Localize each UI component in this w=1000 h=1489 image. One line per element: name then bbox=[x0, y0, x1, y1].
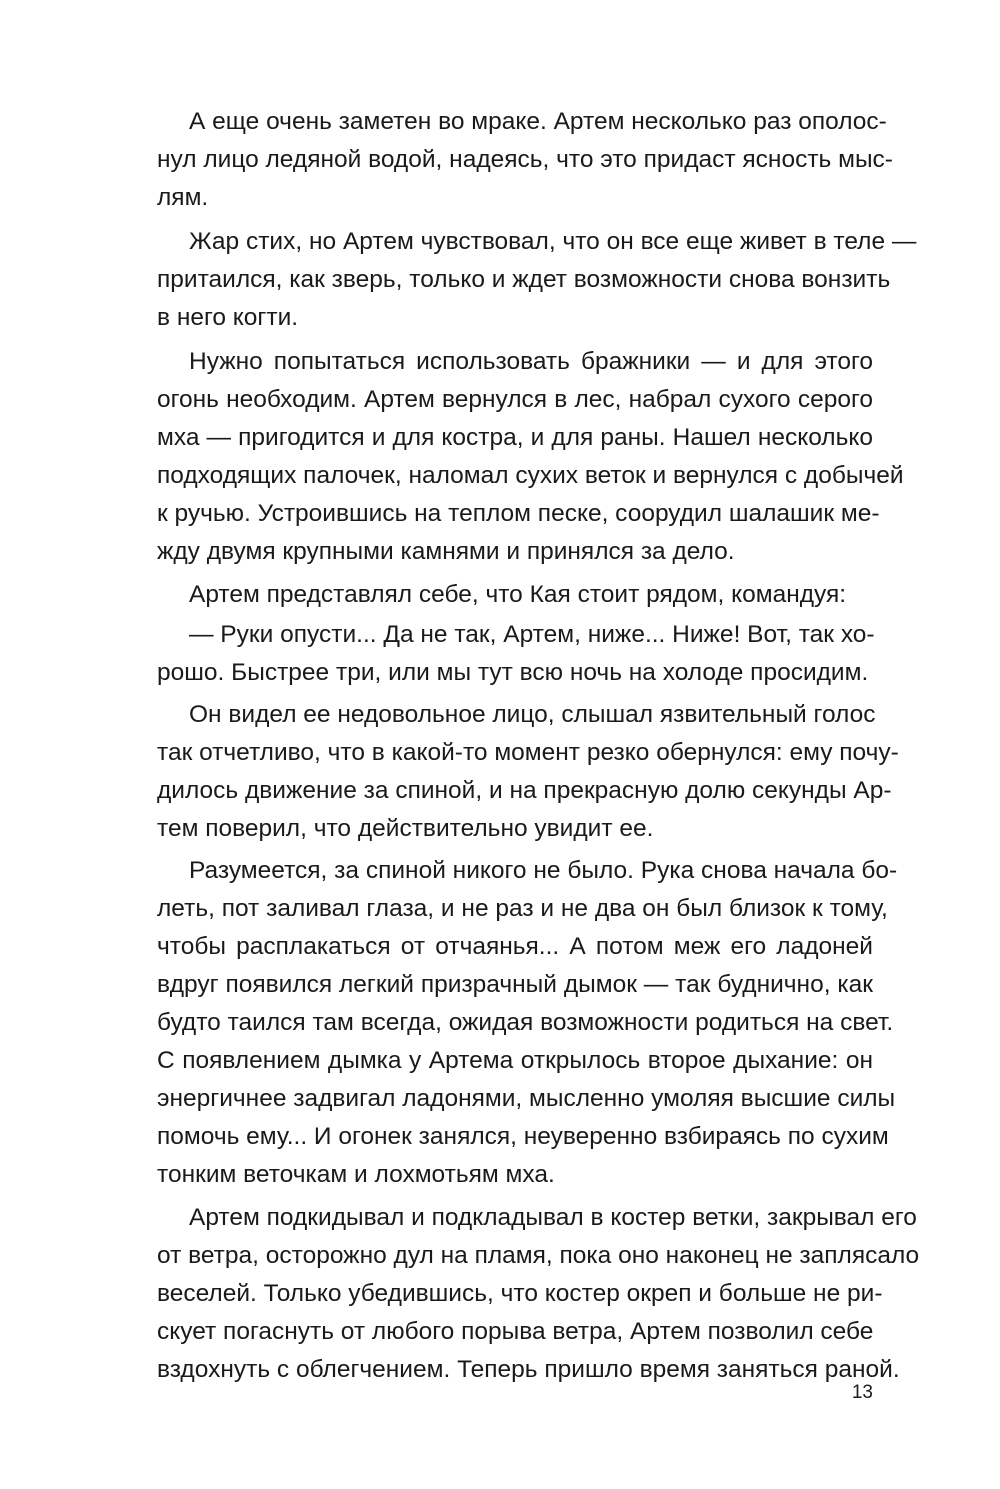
text-line: вдруг появился легкий призрачный дымок — так буднично, как bbox=[157, 971, 873, 998]
text-line: чтобы расплакаться от отчаянья... А потом меж его ладоней bbox=[157, 933, 873, 960]
text-line: тонким веточкам и лохмотьям мха. bbox=[157, 1161, 555, 1188]
text-line: Артем представлял себе, что Кая стоит рядом, командуя: bbox=[189, 581, 847, 608]
text-line: будто таился там всегда, ожидая возможности родиться на свет. bbox=[157, 1009, 894, 1036]
text-line: Разумеется, за спиной никого не было. Рука снова начала бо- bbox=[189, 857, 898, 884]
text-line: энергичнее задвигал ладонями, мысленно умоляя высшие силы bbox=[157, 1085, 896, 1112]
text-line: тем поверил, что действительно увидит ее. bbox=[157, 815, 654, 842]
text-line: от ветра, осторожно дул на пламя, пока оно наконец не заплясало bbox=[157, 1242, 920, 1269]
text-line: рошо. Быстрее три, или мы тут всю ночь на холоде просидим. bbox=[157, 659, 869, 686]
paragraph bbox=[157, 852, 898, 1194]
text-line: Жар стих, но Артем чувствовал, что он все еще живет в теле — bbox=[189, 228, 917, 255]
text-line: мха — пригодится и для костра, и для раны. Нашел несколько bbox=[157, 424, 873, 451]
text-line: А еще очень заметен во мраке. Артем несколько раз ополос- bbox=[189, 108, 887, 135]
text-line: помочь ему... И огонек занялся, неуверенно взбираясь по сухим bbox=[157, 1123, 889, 1150]
body-text bbox=[157, 103, 920, 1389]
text-line: вздохнуть с облегчением. Теперь пришло время заняться раной. bbox=[157, 1356, 900, 1383]
text-line: веселей. Только убедившись, что костер окреп и больше не ри- bbox=[157, 1280, 883, 1307]
paragraph bbox=[157, 103, 893, 217]
text-line: Он видел ее недовольное лицо, слышал язвительный голос bbox=[189, 701, 876, 728]
text-line: Нужно попытаться использовать бражники — и для этого bbox=[189, 348, 873, 375]
paragraph bbox=[157, 576, 873, 614]
paragraph bbox=[157, 1199, 920, 1389]
text-line: в него когти. bbox=[157, 304, 299, 331]
text-line: дилось движение за спиной, и на прекрасную долю секунды Ар- bbox=[157, 777, 892, 804]
text-line: — Руки опусти... Да не так, Артем, ниже... Ниже! Вот, так хо- bbox=[189, 621, 875, 648]
text-line: к ручью. Устроившись на теплом песке, соорудил шалашик ме- bbox=[157, 500, 880, 527]
text-line: жду двумя крупными камнями и принялся за дело. bbox=[157, 538, 735, 565]
page-number: 13 bbox=[851, 1382, 873, 1403]
text-line: скует погаснуть от любого порыва ветра, Артем позволил себе bbox=[157, 1318, 874, 1345]
text-line: Артем подкидывал и подкладывал в костер ветки, закрывал его bbox=[189, 1204, 917, 1231]
text-line: С появлением дымка у Артема открылось второе дыхание: он bbox=[157, 1047, 873, 1074]
text-line: притаился, как зверь, только и ждет возможности снова вонзить bbox=[157, 266, 891, 293]
text-line: огонь необходим. Артем вернулся в лес, набрал сухого серого bbox=[157, 386, 873, 413]
text-line: подходящих палочек, наломал сухих веток и вернулся с добычей bbox=[157, 462, 904, 489]
paragraph bbox=[157, 343, 904, 571]
paragraph bbox=[157, 616, 873, 692]
text-line: леть, пот заливал глаза, и не раз и не два он был близок к тому, bbox=[157, 895, 888, 922]
text-line: нул лицо ледяной водой, надеясь, что это придаст ясность мыс- bbox=[157, 146, 893, 173]
text-line: так отчетливо, что в какой-то момент резко обернулся: ему почу- bbox=[157, 739, 899, 766]
paragraph bbox=[157, 223, 917, 337]
paragraph bbox=[157, 696, 899, 848]
text-line: лям. bbox=[157, 184, 209, 211]
